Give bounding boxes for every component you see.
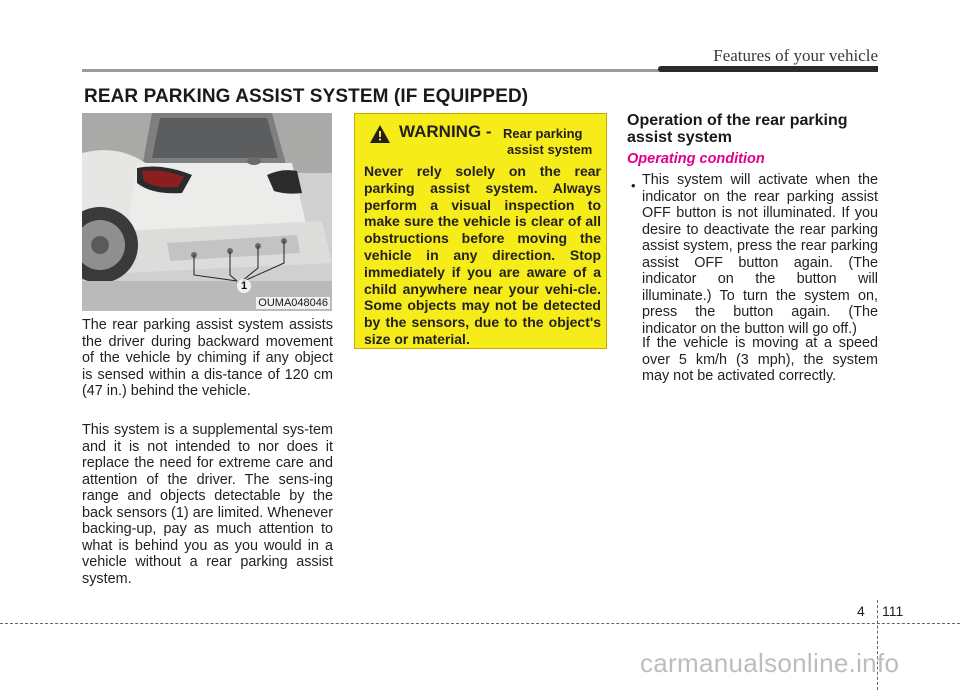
figure-code: OUMA048046: [258, 297, 328, 309]
operation-speed-note: If the vehicle is moving at a speed over 5 km/h (3 mph), the system may not be activated correctly.: [642, 335, 878, 384]
header-rule-accent: [658, 66, 878, 72]
supplemental-paragraph: This system is a supplemental sys-tem and it is not intended to nor does it replace the need for extreme care and attention of the driver. The sens-ing range and objects detectable by the back sensors (1) are limited. Whenever backing-up, pay as much attention to what is behind you as you would in a vehicle without a rear parking assist system.: [82, 422, 333, 587]
callout-number-1: 1: [237, 279, 251, 293]
warning-box: [354, 113, 607, 349]
bullet-icon: •: [631, 178, 636, 193]
warning-label: WARNING -: [399, 122, 492, 141]
vehicle-rear-illustration: [82, 113, 332, 311]
chapter-number: 4: [857, 603, 865, 619]
operating-condition-subtitle: Operating condition: [627, 151, 765, 167]
footer-rule: [0, 623, 960, 624]
section-title: REAR PARKING ASSIST SYSTEM (IF EQUIPPED): [84, 86, 529, 107]
warning-triangle-icon: [369, 124, 391, 144]
page-number: 111: [882, 603, 904, 619]
operation-bullet-text: This system will activate when the indicator on the rear parking assist OFF button is not illuminated. If you desire to deactivate the rear parking assist system, press the rear parking assist OFF button again. (The indicator on the button will illuminate.) To turn the system on, press the button again. (The indicator on the button will go off.): [642, 172, 878, 337]
watermark: carmanualsonline.info: [640, 648, 900, 678]
operation-title: Operation of the rear parking assist system: [627, 112, 848, 146]
warning-text: Never rely solely on the rear parking assist system. Always perform a visual inspection to make sure the vehicle is clear of all obstructions before moving the vehicle in any direction. Stop immediately if you are aware of a child anywhere near your vehi-cle. Some objects may not be detected by the sensors, due to the object's size or material.: [364, 163, 601, 347]
running-header: Features of your vehicle: [713, 46, 878, 65]
intro-paragraph: The rear parking assist system assists the driver during backward movement of the vehicle by chiming if any object is sensed within a dis-tance of 120 cm (47 in.) behind the vehicle.: [82, 317, 333, 399]
warning-subtitle-line1: Rear parking: [503, 126, 583, 141]
warning-subtitle-line2: assist system: [507, 142, 593, 157]
rear-bumper-photo: [82, 113, 332, 311]
